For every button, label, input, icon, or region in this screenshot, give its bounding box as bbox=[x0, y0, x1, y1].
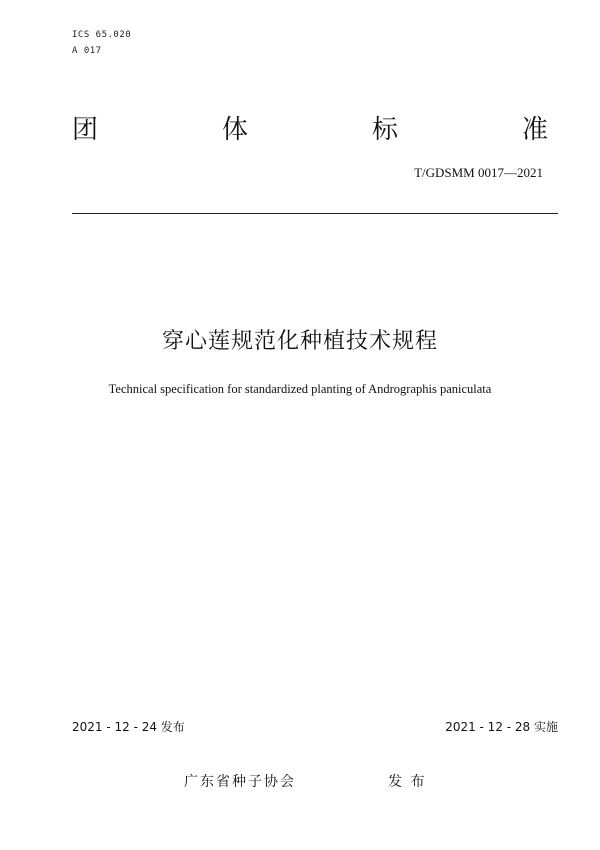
ccs-code: A 017 bbox=[72, 46, 102, 56]
implementation-date: 2021 - 12 - 28 实施 bbox=[445, 720, 558, 734]
document-title-english: Technical specification for standardized planting of Andrographis paniculata bbox=[108, 382, 492, 396]
standard-type-heading bbox=[72, 112, 548, 148]
standard-type-char: 团 bbox=[72, 115, 99, 145]
standard-type-char: 体 bbox=[221, 115, 248, 145]
publish-label: 发 布 bbox=[388, 774, 427, 790]
header-divider bbox=[72, 213, 558, 214]
ics-code: ICS 65.020 bbox=[72, 30, 132, 40]
standard-number: T/GDSMM 0017—2021 bbox=[414, 165, 543, 180]
document-title-chinese: 穿心莲规范化种植技术规程 bbox=[161, 329, 438, 354]
publisher-name: 广东省种子协会 bbox=[184, 774, 296, 790]
standard-type-char: 准 bbox=[521, 115, 548, 145]
issue-date: 2021 - 12 - 24 发布 bbox=[72, 720, 185, 734]
standard-type-char: 标 bbox=[371, 115, 398, 145]
